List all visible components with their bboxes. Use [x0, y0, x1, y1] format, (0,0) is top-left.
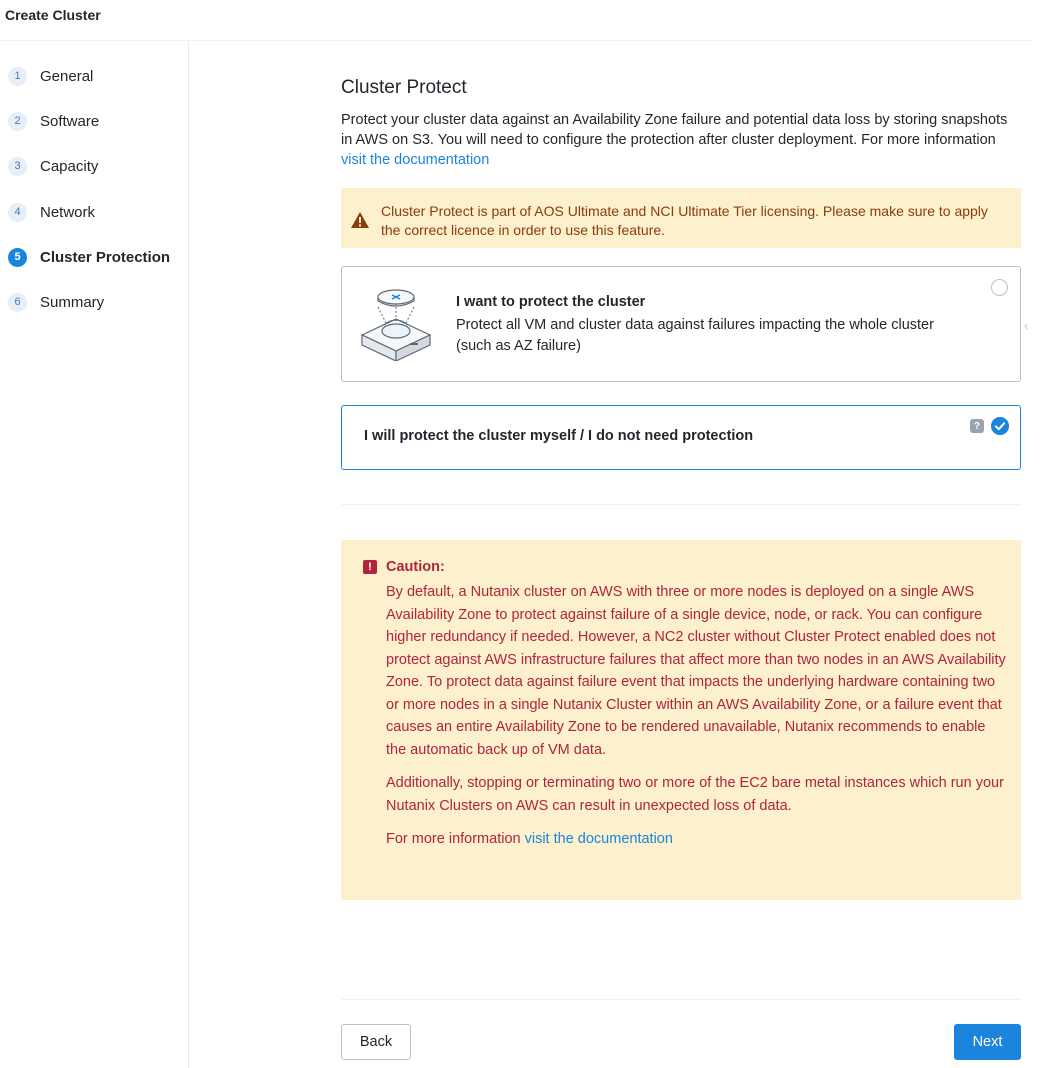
protect-cluster-radio[interactable] [991, 279, 1008, 296]
next-button[interactable]: Next [954, 1024, 1021, 1060]
exclamation-icon: ! [363, 560, 377, 574]
step-number: 1 [8, 67, 27, 86]
section-title: Cluster Protect [341, 77, 467, 98]
step-number: 2 [8, 112, 27, 131]
caution-paragraph: By default, a Nutanix cluster on AWS with three or more nodes is deployed on a single AWS Availability Zone to protect against failure of a single device, node, or rack. You can configure higher redundancy if needed. However, a NC2 cluster without Cluster Protect enabled does not protect against AWS infrastructure failures that affect more than two nodes in an AWS Availability Zone. To protect data against failure event that impacts the underlying hardware containing two or more nodes in a single Nutanix Cluster within an AWS Availability Zone, or a failure event that causes an entire Availability Zone to be rendered unavailable, Nutanix recommends to enable the automatic back up of VM data. [386, 584, 1006, 758]
warning-icon [350, 211, 370, 229]
step-number: 3 [8, 157, 27, 176]
step-number: 5 [8, 248, 27, 267]
step-capacity[interactable] [8, 155, 98, 177]
caution-paragraph: Additionally, stopping or terminating two or more of the EC2 bare metal instances which run your Nutanix Clusters on AWS can result in unexpected loss of data. [386, 775, 1004, 814]
step-number: 4 [8, 203, 27, 222]
step-software[interactable] [8, 110, 99, 132]
caution-documentation-link[interactable]: visit the documentation [524, 831, 673, 847]
intro-body: Protect your cluster data against an Availability Zone failure and potential data loss by storing snapshots in AWS on S3. You will need to configure the protection after cluster deployment. For more information [341, 112, 1008, 148]
checkmark-icon[interactable] [991, 417, 1009, 435]
header [0, 0, 1032, 41]
caution-title: Caution: [386, 559, 445, 575]
intro-documentation-link[interactable]: visit the documentation [341, 152, 490, 168]
option-title: I will protect the cluster myself / I do not need protection [364, 428, 754, 444]
step-label: Summary [40, 293, 105, 311]
cluster-protection-icon [360, 285, 432, 361]
step-cluster-protection[interactable] [8, 246, 170, 268]
option-description: Protect all VM and cluster data against failures impacting the whole cluster (such as AZ failure) [456, 317, 934, 354]
intro-text [341, 110, 1011, 170]
step-network[interactable] [8, 201, 95, 223]
step-label: Cluster Protection [40, 248, 171, 266]
step-summary[interactable] [8, 291, 104, 313]
page-title: Create Cluster [5, 7, 101, 23]
help-icon[interactable]: ? [970, 419, 984, 433]
self-protect-option[interactable] [341, 405, 1021, 470]
warning-text: Cluster Protect is part of AOS Ultimate and NCI Ultimate Tier licensing. Please make sure to apply the correct licence in order to use this feature. [381, 203, 988, 238]
step-label: Capacity [40, 157, 99, 175]
wizard-steps-sidebar [0, 41, 189, 1068]
step-label: General [40, 67, 94, 85]
step-label: Network [40, 203, 96, 221]
divider [341, 999, 1021, 1000]
caution-banner [341, 540, 1021, 900]
caution-more-info [386, 828, 1006, 851]
step-label: Software [40, 112, 100, 130]
back-button[interactable]: Back [341, 1024, 411, 1060]
protect-cluster-option[interactable] [341, 266, 1021, 382]
caution-body [386, 581, 1006, 862]
caution-more-info-text: For more information [386, 831, 525, 847]
chevron-left-icon[interactable]: ‹ [1024, 318, 1029, 333]
step-number: 6 [8, 293, 27, 312]
option-title: I want to protect the cluster [456, 294, 646, 310]
step-general[interactable] [8, 65, 93, 87]
licensing-warning-banner [341, 188, 1021, 248]
divider [341, 504, 1021, 505]
